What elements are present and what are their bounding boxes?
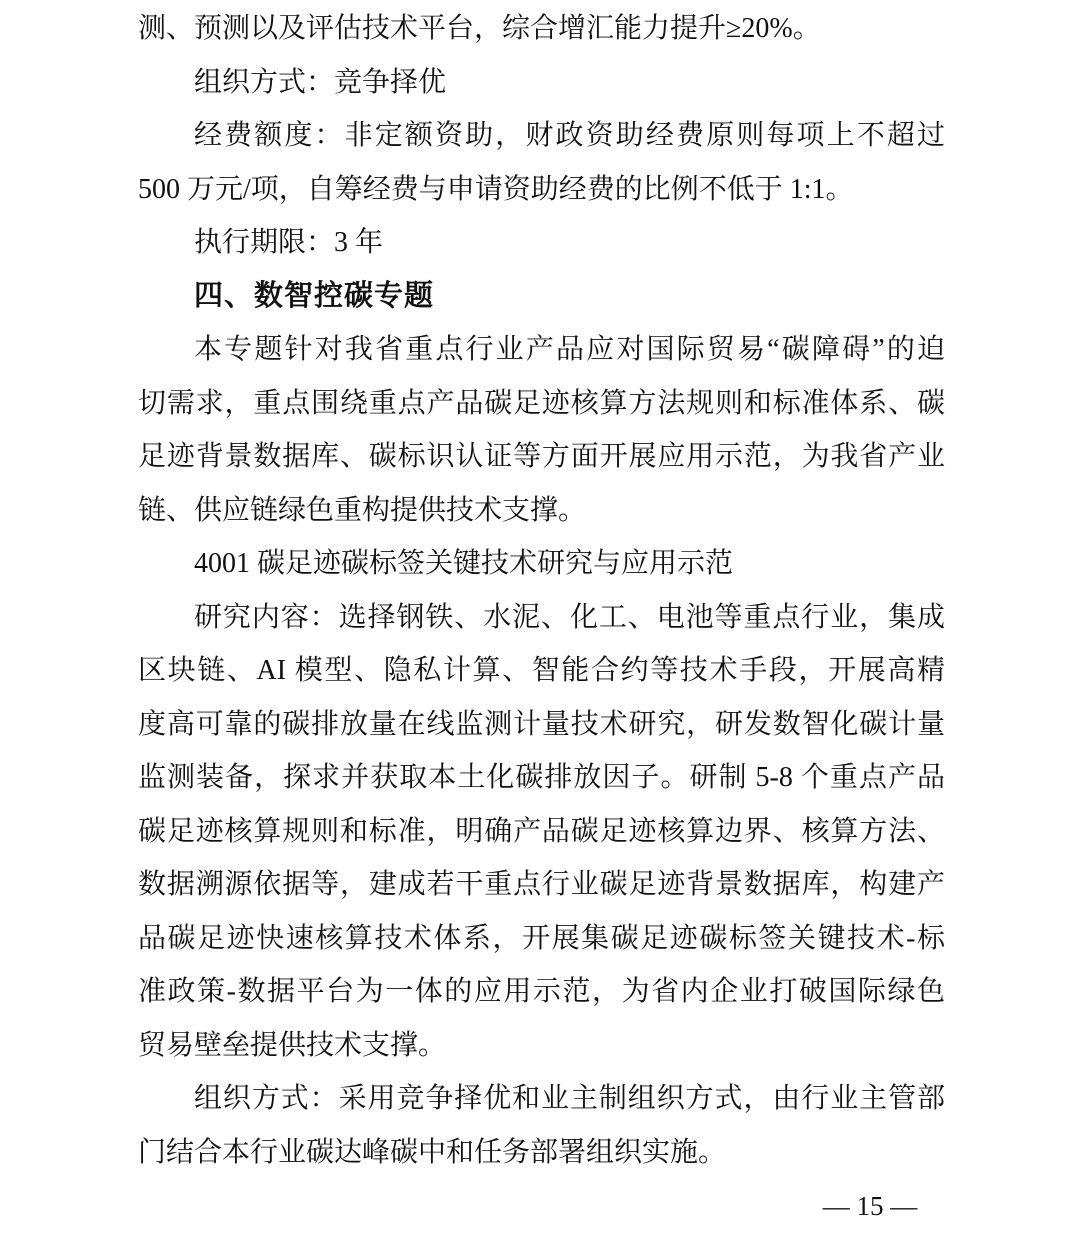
page-number: — 15 — [822, 1191, 918, 1221]
doc-line: 贸易壁垒提供技术支撑。 [138, 1029, 447, 1061]
doc-line: 本专题针对我省重点行业产品应对国际贸易“碳障碍”的迫 [194, 334, 945, 365]
doc-line: 准政策-数据平台为一体的应用示范，为省内企业打破国际绿色 [138, 976, 945, 1007]
doc-line: 经费额度：非定额资助，财政资助经费原则每项上不超过 [194, 120, 945, 151]
doc-line: 度高可靠的碳排放量在线监测计量技术研究，研发数智化碳计量 [138, 708, 945, 740]
doc-line: 碳足迹核算规则和标准，明确产品碳足迹核算边界、核算方法、 [138, 815, 945, 847]
doc-line: 组织方式：采用竞争择优和业主制组织方式，由行业主管部 [194, 1083, 945, 1114]
doc-line: 执行期限：3 年 [194, 227, 384, 258]
doc-line: 品碳足迹快速核算技术体系，开展集碳足迹碳标签关键技术-标 [138, 922, 945, 954]
doc-line: 监测装备，探求并获取本土化碳排放因子。研制 5-8 个重点产品 [138, 762, 945, 793]
project-heading: 4001 碳足迹碳标签关键技术研究与应用示范 [194, 548, 734, 579]
doc-line: 足迹背景数据库、碳标识认证等方面开展应用示范，为我省产业 [138, 441, 945, 472]
doc-line: 区块链、AI 模型、隐私计算、智能合约等技术手段，开展高精 [138, 655, 945, 686]
section-heading: 四、数智控碳专题 [194, 279, 435, 312]
doc-line: 链、供应链绿色重构提供技术支撑。 [138, 494, 587, 526]
doc-line: 研究内容：选择钢铁、水泥、化工、电池等重点行业，集成 [194, 601, 945, 633]
document-body [138, 2, 945, 1179]
doc-line: 500 万元/项，自筹经费与申请资助经费的比例不低于 1:1。 [138, 173, 854, 205]
doc-line: 门结合本行业碳达峰碳中和任务部署组织实施。 [138, 1136, 727, 1168]
doc-line: 切需求，重点围绕重点产品碳足迹核算方法规则和标准体系、碳 [138, 387, 945, 419]
doc-line: 组织方式：竞争择优 [194, 66, 447, 98]
doc-line: 数据溯源依据等，建成若干重点行业碳足迹背景数据库，构建产 [138, 869, 945, 900]
doc-line: 测、预测以及评估技术平台，综合增汇能力提升≥20%。 [138, 13, 821, 44]
